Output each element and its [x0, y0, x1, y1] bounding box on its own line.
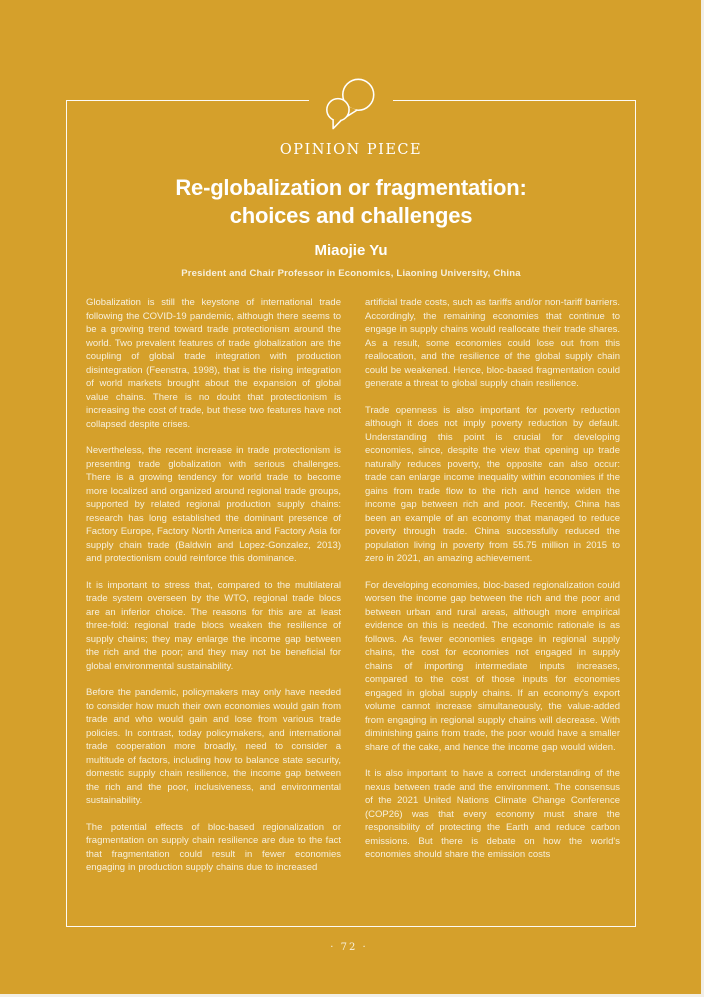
author-name: Miaojie Yu — [314, 242, 388, 259]
paragraph: Trade openness is also important for poverty reduction although it does not imply poverty reduction by default. Understanding this point is crucial for developing economies, since, despite the view that opening up trade naturally reduces poverty, the opposite can also occur: trade can enlarge income inequality within economies if the gains from trade flow to the rich and hence widen the income gap between rich and poor. Recently, China has been an example of an economy that managed to reduce poverty through trade. China successfully reduced the population living in poverty from 55.75 million in 2015 to zero in 2021, an amazing achievement. — [365, 404, 620, 564]
right-column — [365, 296, 620, 875]
speech-bubbles-icon — [322, 119, 380, 136]
paragraph: For developing economies, bloc-based regionalization could worsen the income gap between the rich and the poor and between urban and rural areas, although more empirical evidence on this is needed. The economic rationale is as follows. As fewer economies engage in regional supply chains, the cost for economies not engaged in supply chains of importing intermediate inputs increases, compared to the cost of those inputs for economies engaged in global supply chains. If an economy's export volume cannot increase simultaneously, the value-added from engaging in regional supply chains will decrease. With diminishing gains from trade, the poor would have a smaller share of the cake, and hence the income gap would widen. — [365, 579, 620, 753]
article-title-line2: choices and challenges — [229, 203, 473, 228]
paragraph: artificial trade costs, such as tariffs and/or non-tariff barriers. Accordingly, the remaining economies that continue to engage in supply chains would reallocate their trade shares. As a result, some economies could lose out from this reallocation, and the resilience of the global supply chain could be weakened. Hence, bloc-based fragmentation could generate a threat to global supply chain resilience. — [365, 297, 620, 389]
page-number: · 72 · — [330, 942, 368, 953]
content-frame — [66, 100, 636, 927]
section-kicker: OPINION PIECE — [279, 142, 423, 158]
paragraph: Nevertheless, the recent increase in trade protectionism is presenting trade globalization with serious challenges. There is a growing tendency for world trade to become more localized and organized around regional trade groups, supported by related regional production supply chains: research has long established the dominant presence of Factory Europe, Factory North America and Factory Asia for supply chain trade (Baldwin and Lopez-Gonzalez, 2013) and protectionism could reinforce this dominance. — [86, 445, 341, 564]
paragraph: It is also important to have a correct understanding of the nexus between trade and the environment. The consensus of the 2021 United Nations Climate Change Conference (COP26) was that every economy must share the responsibility of protecting the Earth and reduce carbon emissions. But there is debate on how the world's economies should share the emission costs — [365, 768, 620, 860]
paragraph: The potential effects of bloc-based regionalization or fragmentation on supply chain resilience are due to the fact that fragmentation could result in fewer economies engaging in production supply chains due to increased — [86, 821, 341, 873]
paragraph: Globalization is still the keystone of international trade following the COVID-19 pandemic, although there seems to be a growing trend toward trade protectionism around the world. Two prevalent features of trade globalization are the coupling of global trade integration with production disintegration (Feenstra, 1998), that is the rising integration of world markets brought about the expansion of global value chains. There is no doubt that protectionism is increasing the cost of trade, but these two features have not collapsed despite crises. — [86, 297, 341, 430]
header-icon-holder — [309, 74, 393, 132]
article-body — [67, 296, 635, 875]
left-column — [86, 296, 341, 875]
author-affiliation: President and Chair Professor in Economics, Liaoning University, China — [181, 268, 521, 279]
paragraph: Before the pandemic, policymakers may only have needed to consider how much their own economies would gain from trade and who would gain and lose from various trade policies. In contrast, today policymakers, and international trade cooperation more broadly, need to consider a multitude of factors, including how to balance state security, domestic supply chain resilience, the income gap between the rich and the poor, inclusiveness, and environmental sustainability. — [86, 687, 341, 806]
paragraph: It is important to stress that, compared to the multilateral trade system overseen by the WTO, regional trade blocs are an inferior choice. The reasons for this are at least three-fold: regional trade blocs weaken the resilience of supply chains; they may enlarge the income gap between the rich and the poor; and they may not be beneficial for global environmental sustainability. — [86, 579, 341, 672]
article-title-line1: Re-globalization or fragmentation: — [175, 175, 527, 200]
article-title — [67, 174, 635, 230]
